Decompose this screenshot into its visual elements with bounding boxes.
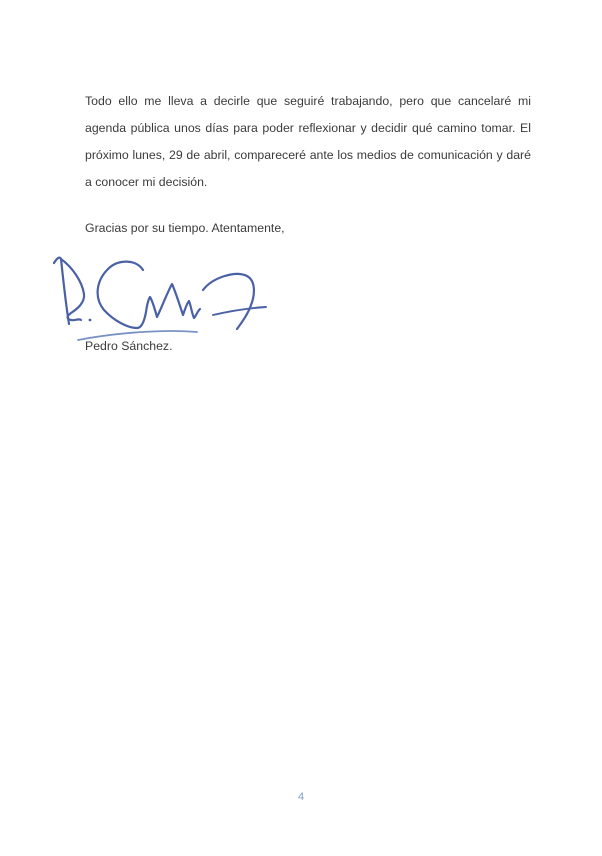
- signature-stroke: [213, 307, 266, 315]
- signature-stroke: [61, 259, 84, 320]
- page-number: 4: [297, 791, 305, 803]
- paragraph-line: agenda pública unos días para poder reflexionar y decidir qué camino tomar. El: [85, 121, 531, 135]
- paragraph-line: Todo ello me lleva a decirle que seguiré trabajando, pero que cancelaré mi: [85, 94, 531, 108]
- letter-paragraph: [85, 88, 531, 196]
- signature-dot: [89, 319, 92, 322]
- signer-name: Pedro Sánchez.: [85, 339, 173, 353]
- signature-stroke: [54, 258, 69, 324]
- signature-ink-strokes: [54, 258, 266, 340]
- signature-stroke: [98, 262, 200, 328]
- signature-stroke: [203, 274, 254, 329]
- closing-line: Gracias por su tiempo. Atentamente,: [85, 221, 285, 235]
- paragraph-line: próximo lunes, 29 de abril, compareceré ante los medios de comunicación y daré: [85, 148, 531, 162]
- paragraph-line: a conocer mi decisión.: [85, 175, 208, 189]
